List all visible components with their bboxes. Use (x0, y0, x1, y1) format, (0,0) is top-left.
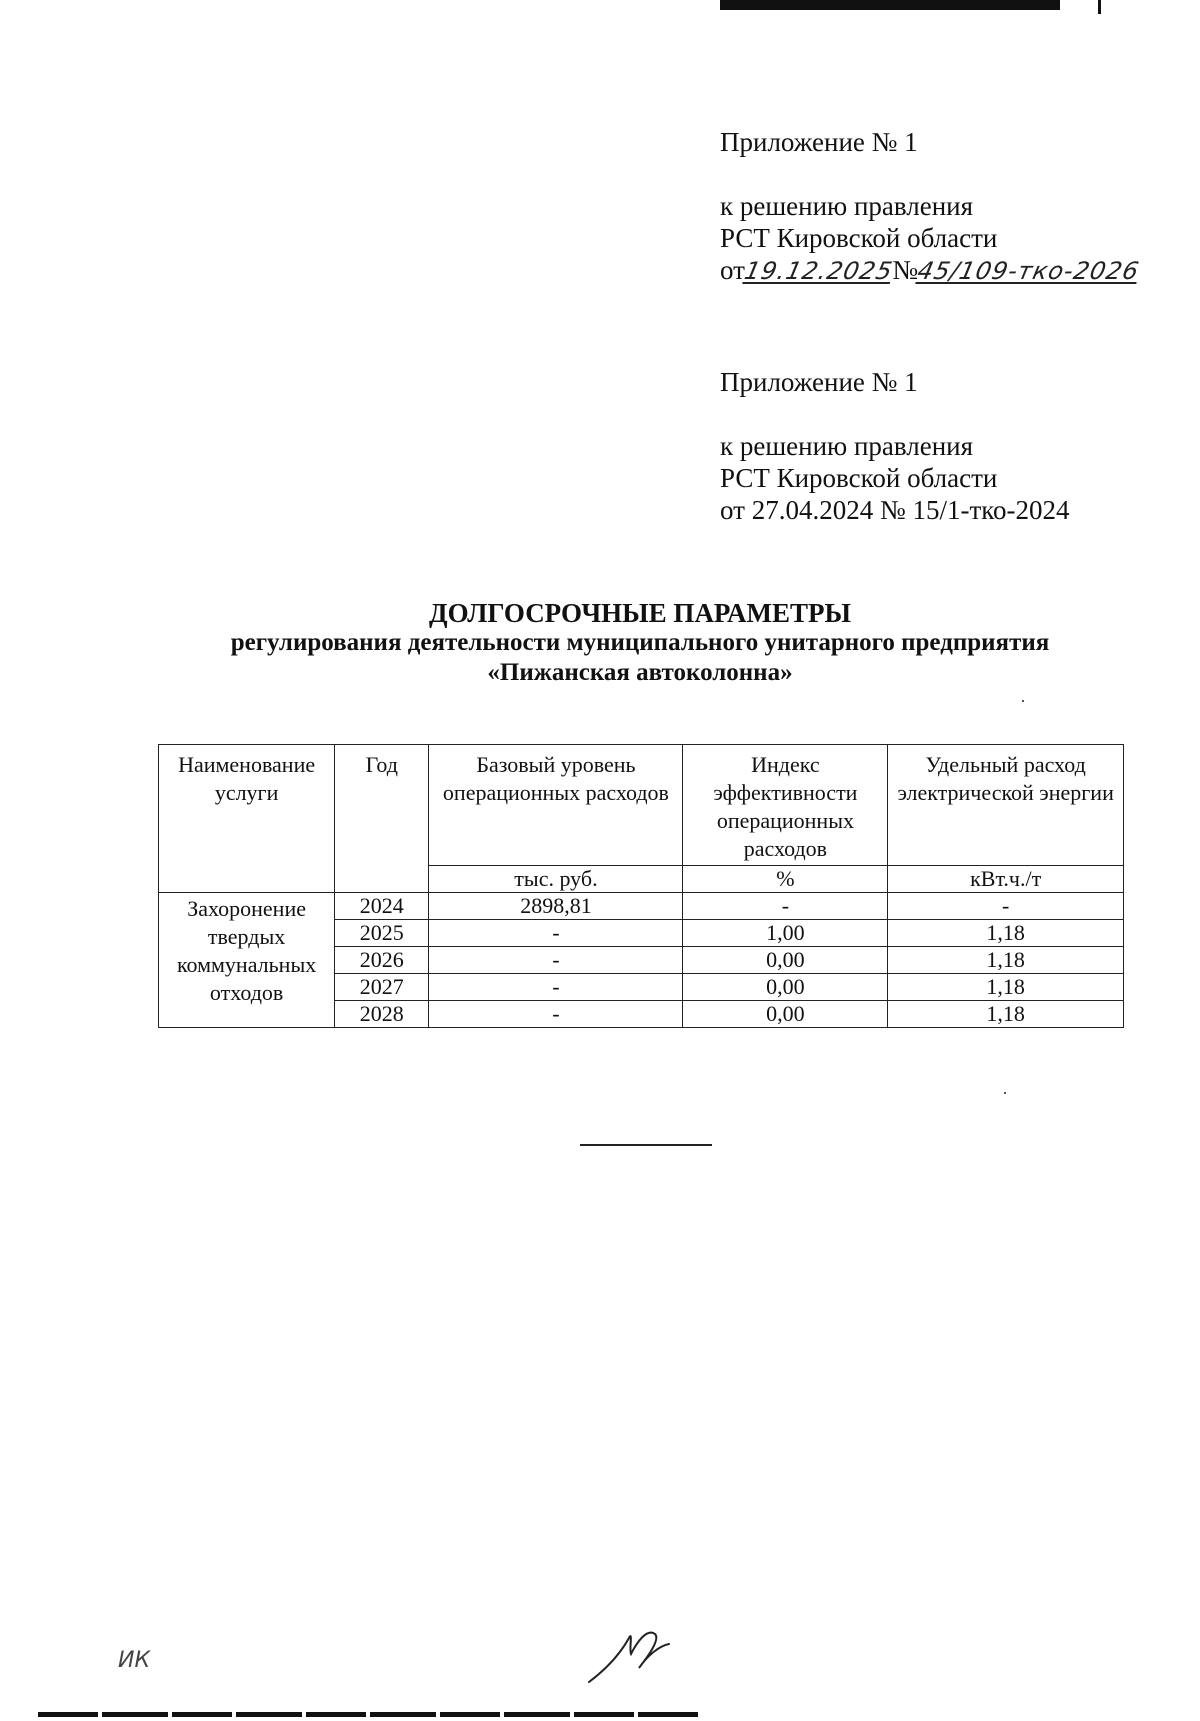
appendix-decision-line: к решению правления (720, 191, 974, 221)
energy-cell: - (888, 893, 1124, 920)
appendix-decision-line: к решению правления (720, 431, 974, 461)
table-row (159, 893, 1124, 920)
service-name-cell: Захоронение твердых коммунальных отходов (159, 893, 335, 1028)
header-service: Наименование услуги (159, 745, 335, 893)
year-cell: 2026 (335, 947, 429, 974)
year-cell: 2027 (335, 974, 429, 1001)
signature (585, 1620, 675, 1695)
appendix-heading: Приложение № 1 (720, 127, 918, 157)
base-cell: - (429, 920, 683, 947)
header-year: Год (335, 745, 429, 893)
energy-cell: 1,18 (888, 947, 1124, 974)
appendix-authority-line: РСТ Кировской области (720, 223, 998, 253)
index-cell: - (683, 893, 888, 920)
scan-edge-mark-top (720, 0, 1060, 10)
energy-cell: 1,18 (888, 920, 1124, 947)
parameters-table (158, 744, 1124, 1028)
header-energy: Удельный расход электрической энергии (888, 745, 1124, 866)
handwritten-number: 45/109-тко-2026 (915, 257, 1143, 285)
handwritten-initials: ИК (118, 1648, 151, 1673)
base-cell: - (429, 974, 683, 1001)
unit-energy: кВт.ч./т (888, 866, 1124, 893)
title-main: ДОЛГОСРОЧНЫЕ ПАРАМЕТРЫ (429, 598, 851, 628)
index-cell: 0,00 (683, 1001, 888, 1028)
number-sign: № (892, 255, 919, 285)
energy-cell: 1,18 (888, 1001, 1124, 1028)
title-organization: «Пижанская автоколонна» (487, 659, 793, 686)
appendix-block-new (720, 126, 1143, 287)
appendix-block-old (720, 366, 1069, 526)
appendix-date-line (720, 254, 1143, 287)
appendix-authority-line: РСТ Кировской области (720, 463, 998, 493)
scan-edge-mark-bottom (38, 1712, 698, 1717)
signature-drawing (585, 1620, 675, 1690)
header-base: Базовый уровень операционных расходов (429, 745, 683, 866)
handwritten-date: 19.12.2025 (741, 257, 896, 285)
base-cell: - (429, 947, 683, 974)
document-title (150, 598, 1130, 688)
unit-index: % (683, 866, 888, 893)
scan-edge-tick-top (1098, 0, 1101, 14)
index-cell: 0,00 (683, 974, 888, 1001)
header-index: Индекс эффективности операционных расходов (683, 745, 888, 866)
date-prefix: от (720, 255, 745, 285)
year-cell: 2028 (335, 1001, 429, 1028)
energy-cell: 1,18 (888, 974, 1124, 1001)
unit-base: тыс. руб. (429, 866, 683, 893)
scan-speck (1004, 1092, 1006, 1094)
base-cell: - (429, 1001, 683, 1028)
title-subtitle: регулирования деятельности муниципального унитарного предприятия (230, 629, 1050, 656)
appendix-heading: Приложение № 1 (720, 367, 918, 397)
base-cell: 2898,81 (429, 893, 683, 920)
scan-speck (1022, 700, 1024, 702)
document-end-rule (580, 1144, 712, 1146)
index-cell: 0,00 (683, 947, 888, 974)
year-cell: 2025 (335, 920, 429, 947)
index-cell: 1,00 (683, 920, 888, 947)
year-cell: 2024 (335, 893, 429, 920)
appendix-date-line: от 27.04.2024 № 15/1-тко-2024 (720, 495, 1070, 525)
